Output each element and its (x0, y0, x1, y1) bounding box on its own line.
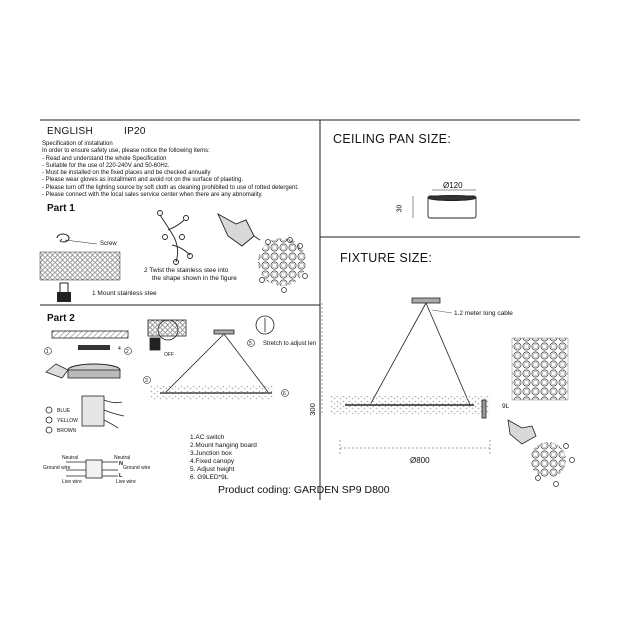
ground-label-left: Ground wire (43, 465, 71, 471)
callout-circle-5 (248, 340, 255, 347)
mount-step-label: 1 Mount stainless stee (92, 290, 157, 297)
ceiling-pan-title: CEILING PAN SIZE: (333, 132, 452, 146)
gloved-hand-icon (218, 214, 260, 246)
off-label: OFF (164, 352, 174, 358)
spec-line: In order to ensure safety use, please notice the following items: (42, 148, 210, 155)
part2-title: Part 2 (47, 313, 75, 324)
mount-hanging-board (52, 331, 128, 338)
legend-item: 6. G9LED*9L (190, 474, 229, 481)
product-coding: Product coding: GARDEN SP9 D800 (218, 484, 390, 496)
stainless-chain-coil (40, 252, 120, 280)
spec-line: - Read and understand the whole Specification (42, 155, 167, 162)
ceiling-pan-diameter: Ø120 (443, 181, 463, 190)
hand-holding-cluster-icon (508, 420, 536, 444)
live-label-right: Live wire (116, 479, 136, 485)
legend-item: 5. Adjust height (190, 466, 235, 473)
twist-step-label-1: 2 Twist the stainless stee into (144, 267, 229, 274)
neutral-label-right: Neutral (114, 455, 131, 461)
callout-circle-6 (282, 390, 289, 397)
spec-line: - Please connect with the local sales service center when there are any abnomality. (42, 192, 263, 199)
neutral-terminal-n: N (119, 461, 123, 467)
spec-line: - Must be installed on the fixed places and be checked annually (42, 170, 211, 177)
wire-connector-drawing (46, 396, 124, 433)
twist-step-label-2: the shape shown in the figure (152, 275, 237, 282)
callout-circle-3 (144, 377, 151, 384)
spec-line: - Suitable for the use of 220-240V and 50-60Hz. (42, 162, 170, 169)
ip-rating: IP20 (124, 126, 146, 137)
spec-title: Specification of installation (42, 141, 113, 147)
stretch-adjust-icon (256, 316, 274, 334)
screw-icon (57, 234, 97, 244)
fixture-size-title: FIXTURE SIZE: (340, 251, 433, 265)
assembled-cluster-drawing (258, 238, 308, 293)
bulb-count-label: 9L (502, 403, 510, 410)
screw-label: Screw (100, 241, 117, 247)
fixture-diameter-label: Ø800 (410, 456, 430, 465)
callout-circle-1 (45, 348, 52, 355)
callout-2: 2 (126, 349, 129, 355)
wiring-diagram (66, 460, 118, 478)
callout-6: 6 (283, 391, 286, 397)
hand-connecting-wire-icon (46, 364, 68, 378)
part1-title: Part 1 (47, 203, 75, 214)
callout-1: 1 (46, 349, 49, 355)
ground-label-right: Ground wire (123, 465, 151, 471)
neutral-label-left: Neutral (62, 455, 79, 461)
bulb-icon (57, 283, 71, 302)
ac-switch-drawing (148, 320, 186, 350)
fixture-drawing (330, 298, 490, 418)
callout-4: 4 (118, 346, 121, 352)
cable-length-label: 1.2 meter long cable (454, 310, 513, 317)
callout-3: 3 (145, 378, 148, 384)
legend-item: 2.Mount hanging board (190, 442, 257, 449)
wire-yellow-label: YELLOW (57, 418, 78, 424)
cluster-detail-drawing (530, 442, 575, 487)
language-label: ENGLISH (47, 126, 94, 137)
callout-5: 5 (249, 341, 252, 347)
wire-blue-label: BLUE (57, 408, 71, 414)
live-label-left: Live wire (62, 479, 82, 485)
bubble-panel-illustration (512, 338, 568, 400)
spec-line: - Please turn off the lighting source by soft cloth as cleaning prohibited to use of rotted detergent. (42, 184, 299, 191)
hanging-fixture-small (150, 330, 274, 400)
canopy-cap (78, 345, 110, 350)
stretch-label: Stretch to adjust len (263, 341, 317, 347)
live-terminal-l: L (119, 473, 123, 479)
ceiling-pan-height: 30 (396, 204, 404, 213)
twisted-branch-drawing (158, 211, 193, 265)
wire-brown-label: BROWN (57, 428, 77, 434)
junction-box-body (68, 370, 120, 378)
legend-item: 1.AC switch (190, 434, 225, 441)
callout-circle-2 (125, 348, 132, 355)
ceiling-pan-drawing (413, 190, 476, 218)
legend-item: 4.Fixed canopy (190, 458, 235, 465)
spec-line: - Please wear gloves as installment and avoid rot on the surface of plaeting. (42, 177, 244, 184)
dimension-lines (322, 303, 490, 454)
fixture-height-label: 300 (307, 403, 317, 416)
legend-item: 3.Junction box (190, 450, 232, 457)
